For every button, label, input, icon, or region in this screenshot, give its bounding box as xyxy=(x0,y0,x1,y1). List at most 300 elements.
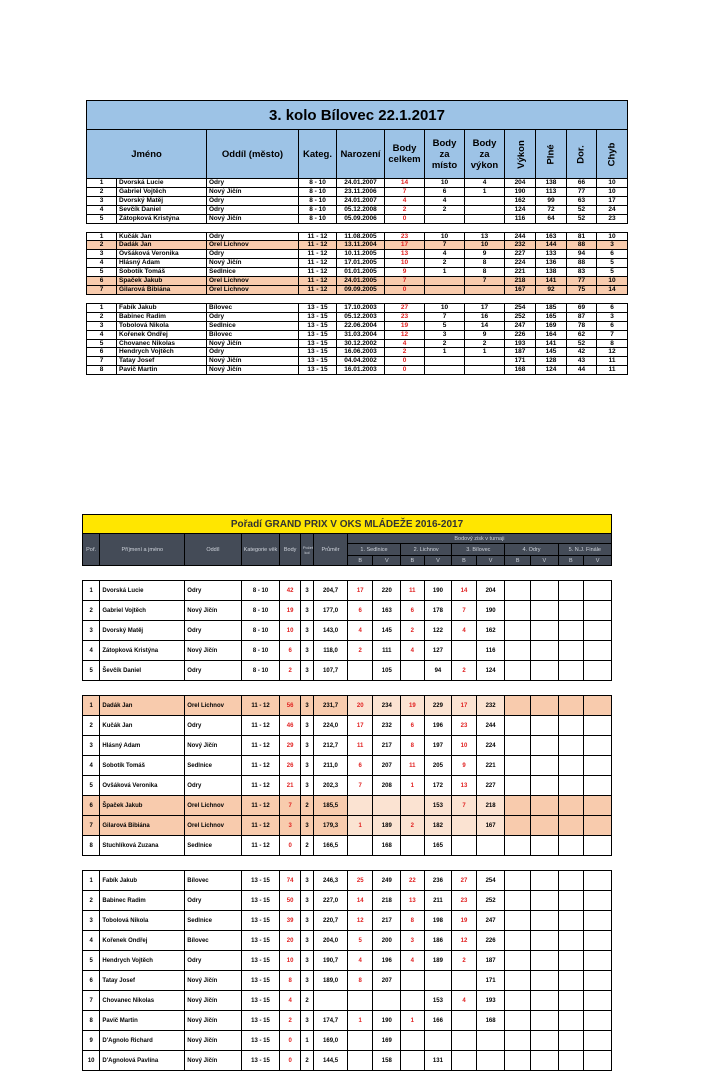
header-miss: Chyb xyxy=(597,130,628,179)
cell-miss: 6 xyxy=(597,321,628,330)
cell-points-total: 2 xyxy=(385,205,425,214)
cell-club: Odry xyxy=(207,232,299,241)
cell-round-perf xyxy=(530,621,558,641)
cell-round-perf xyxy=(584,816,612,836)
header-birth: Narození xyxy=(337,130,385,179)
cell-round-perf: 217 xyxy=(373,911,401,931)
header-clear: Dor. xyxy=(567,130,597,179)
cell-full: 138 xyxy=(536,268,567,277)
cell-round-points: 4 xyxy=(401,641,425,661)
cell-rounds: 3 xyxy=(300,776,313,796)
cell-round-points: 4 xyxy=(347,951,373,971)
cell-round-perf: 232 xyxy=(476,696,505,716)
cell-club: Odry xyxy=(185,581,241,601)
cell-round-points: 4 xyxy=(452,621,477,641)
cell-clear: 43 xyxy=(567,357,597,366)
cell-category: 11 - 12 xyxy=(299,285,337,294)
cell-category: 11 - 12 xyxy=(299,232,337,241)
cell-points-total: 9 xyxy=(385,268,425,277)
cell-points-total: 13 xyxy=(385,250,425,259)
cell-round-points xyxy=(347,1031,373,1051)
cell-position: 7 xyxy=(87,285,117,294)
cell-miss: 23 xyxy=(597,214,628,223)
cell-position: 2 xyxy=(87,312,117,321)
gp-header-r2: 2. Lichnov xyxy=(401,544,452,556)
cell-round-perf xyxy=(530,991,558,1011)
cell-name: Ovšáková Veronika xyxy=(117,250,207,259)
cell-position: 2 xyxy=(87,241,117,250)
cell-name: Gilarová Bibiána xyxy=(117,285,207,294)
cell-points-place: 7 xyxy=(425,241,465,250)
cell-round-perf xyxy=(584,991,612,1011)
cell-round-perf: 229 xyxy=(424,696,452,716)
cell-round-points: 8 xyxy=(401,911,425,931)
cell-position: 5 xyxy=(87,214,117,223)
cell-club: Bílovec xyxy=(185,931,241,951)
cell-full: 144 xyxy=(536,241,567,250)
cell-points-place xyxy=(425,214,465,223)
cell-round-perf xyxy=(530,931,558,951)
cell-points: 7 xyxy=(280,796,300,816)
cell-points-place: 10 xyxy=(425,179,465,188)
gp-header-b: B xyxy=(347,556,373,566)
cell-round-perf xyxy=(584,716,612,736)
cell-round-points xyxy=(558,776,584,796)
cell-perf: 252 xyxy=(505,312,536,321)
cell-round-points xyxy=(505,796,531,816)
cell-round-points: 17 xyxy=(347,581,373,601)
cell-rounds: 2 xyxy=(300,836,313,856)
cell-round-perf: 221 xyxy=(476,756,505,776)
cell-round-perf xyxy=(584,696,612,716)
cell-points-perf: 13 xyxy=(465,232,505,241)
cell-round-perf xyxy=(424,1031,452,1051)
cell-round-points: 23 xyxy=(452,716,477,736)
cell-points-place: 1 xyxy=(425,268,465,277)
cell-full: 145 xyxy=(536,348,567,357)
cell-round-points xyxy=(347,991,373,1011)
cell-round-points: 2 xyxy=(347,641,373,661)
cell-points-perf: 16 xyxy=(465,312,505,321)
cell-round-points xyxy=(558,991,584,1011)
cell-category: 13 - 15 xyxy=(241,931,280,951)
cell-position: 8 xyxy=(83,1011,100,1031)
table-row xyxy=(87,339,628,348)
cell-name: Hendrych Vojtěch xyxy=(100,951,185,971)
gp-header-points: Body xyxy=(280,534,300,566)
cell-name: Pavič Martin xyxy=(100,1011,185,1031)
cell-position: 3 xyxy=(83,911,100,931)
cell-full: 163 xyxy=(536,232,567,241)
cell-average: 204,7 xyxy=(314,581,348,601)
cell-round-perf: 208 xyxy=(373,776,401,796)
cell-points-place: 4 xyxy=(425,250,465,259)
cell-position: 4 xyxy=(83,641,100,661)
cell-clear: 94 xyxy=(567,250,597,259)
cell-round-points: 23 xyxy=(452,891,477,911)
cell-points: 0 xyxy=(280,836,300,856)
cell-club: Odry xyxy=(207,348,299,357)
cell-points-perf: 7 xyxy=(465,277,505,286)
cell-points-total: 0 xyxy=(385,214,425,223)
round-results-table xyxy=(86,100,628,375)
cell-name: Babinec Radim xyxy=(117,312,207,321)
cell-points-total: 0 xyxy=(385,366,425,375)
header-full: Plné xyxy=(536,130,567,179)
cell-name: Špaček Jakub xyxy=(117,277,207,286)
cell-clear: 44 xyxy=(567,366,597,375)
cell-round-perf: 190 xyxy=(476,601,505,621)
cell-round-points xyxy=(558,796,584,816)
cell-round-points xyxy=(452,641,477,661)
cell-round-points xyxy=(505,931,531,951)
group-spacer xyxy=(87,294,628,303)
cell-name: Dvorský Matěj xyxy=(117,196,207,205)
cell-miss: 5 xyxy=(597,259,628,268)
cell-rounds: 2 xyxy=(300,991,313,1011)
cell-points-total: 7 xyxy=(385,277,425,286)
cell-clear: 52 xyxy=(567,339,597,348)
cell-category: 8 - 10 xyxy=(241,661,280,681)
cell-round-points xyxy=(505,891,531,911)
cell-category: 8 - 10 xyxy=(299,187,337,196)
cell-club: Odry xyxy=(207,250,299,259)
table-row xyxy=(83,736,612,756)
cell-miss: 11 xyxy=(597,357,628,366)
cell-round-perf: 218 xyxy=(373,891,401,911)
cell-round-perf: 247 xyxy=(476,911,505,931)
cell-perf: 244 xyxy=(505,232,536,241)
cell-club: Odry xyxy=(207,312,299,321)
cell-round-perf: 172 xyxy=(424,776,452,796)
cell-average: 174,7 xyxy=(314,1011,348,1031)
cell-full: 138 xyxy=(536,179,567,188)
cell-points: 0 xyxy=(280,1051,300,1071)
cell-round-points xyxy=(558,581,584,601)
cell-name: Dadák Jan xyxy=(100,696,185,716)
cell-category: 13 - 15 xyxy=(299,339,337,348)
cell-birth: 01.01.2005 xyxy=(337,268,385,277)
cell-round-perf: 145 xyxy=(373,621,401,641)
cell-round-perf: 254 xyxy=(476,871,505,891)
cell-round-perf xyxy=(584,971,612,991)
cell-full: 136 xyxy=(536,259,567,268)
cell-points: 39 xyxy=(280,911,300,931)
cell-round-points: 1 xyxy=(401,1011,425,1031)
cell-club: Odry xyxy=(207,179,299,188)
cell-points-perf: 9 xyxy=(465,250,505,259)
table-row xyxy=(83,696,612,716)
cell-points-perf: 14 xyxy=(465,321,505,330)
gp-header-v: V xyxy=(373,556,401,566)
cell-miss: 10 xyxy=(597,187,628,196)
cell-position: 4 xyxy=(87,259,117,268)
cell-position: 6 xyxy=(87,348,117,357)
cell-round-perf xyxy=(530,776,558,796)
cell-round-perf: 168 xyxy=(373,836,401,856)
cell-position: 8 xyxy=(87,366,117,375)
cell-category: 11 - 12 xyxy=(241,776,280,796)
cell-round-points xyxy=(505,601,531,621)
cell-round-perf: 211 xyxy=(424,891,452,911)
cell-round-perf: 94 xyxy=(424,661,452,681)
cell-round-points xyxy=(505,951,531,971)
cell-position: 5 xyxy=(83,776,100,796)
cell-average: 204,0 xyxy=(314,931,348,951)
cell-round-perf: 224 xyxy=(476,736,505,756)
cell-round-points xyxy=(452,1031,477,1051)
cell-perf: 190 xyxy=(505,187,536,196)
cell-club: Odry xyxy=(185,776,241,796)
table-row xyxy=(83,1031,612,1051)
cell-round-points xyxy=(401,1031,425,1051)
cell-category: 11 - 12 xyxy=(241,796,280,816)
cell-round-perf: 116 xyxy=(476,641,505,661)
cell-rounds: 3 xyxy=(300,621,313,641)
cell-clear: 52 xyxy=(567,214,597,223)
cell-round-perf: 232 xyxy=(373,716,401,736)
cell-full: 72 xyxy=(536,205,567,214)
cell-round-points: 1 xyxy=(401,776,425,796)
cell-perf: 124 xyxy=(505,205,536,214)
cell-club: Odry xyxy=(207,205,299,214)
table-row xyxy=(83,621,612,641)
table-row xyxy=(87,196,628,205)
cell-category: 13 - 15 xyxy=(241,971,280,991)
cell-category: 11 - 12 xyxy=(241,756,280,776)
cell-points: 46 xyxy=(280,716,300,736)
cell-category: 8 - 10 xyxy=(241,601,280,621)
cell-round-perf xyxy=(530,1031,558,1051)
cell-points-perf xyxy=(465,196,505,205)
table-row xyxy=(87,214,628,223)
cell-club: Odry xyxy=(185,951,241,971)
cell-club: Sedlnice xyxy=(185,756,241,776)
cell-category: 13 - 15 xyxy=(299,357,337,366)
cell-club: Sedlnice xyxy=(185,911,241,931)
cell-average: 143,0 xyxy=(314,621,348,641)
cell-position: 5 xyxy=(83,661,100,681)
cell-perf: 193 xyxy=(505,339,536,348)
cell-clear: 88 xyxy=(567,259,597,268)
cell-birth: 05.09.2006 xyxy=(337,214,385,223)
cell-name: Babinec Radim xyxy=(100,891,185,911)
cell-round-perf xyxy=(584,1051,612,1071)
cell-birth: 11.08.2005 xyxy=(337,232,385,241)
cell-name: Dvorská Lucie xyxy=(117,179,207,188)
cell-name: Tatay Josef xyxy=(100,971,185,991)
cell-round-perf xyxy=(584,581,612,601)
cell-points: 2 xyxy=(280,661,300,681)
cell-round-points: 4 xyxy=(452,991,477,1011)
table-row xyxy=(87,357,628,366)
cell-perf: 168 xyxy=(505,366,536,375)
cell-round-points xyxy=(347,796,373,816)
cell-round-perf: 186 xyxy=(424,931,452,951)
table-row xyxy=(87,187,628,196)
cell-club: Nový Jičín xyxy=(185,1051,241,1071)
gp-header-club: Oddíl xyxy=(185,534,241,566)
cell-category: 13 - 15 xyxy=(299,330,337,339)
cell-round-perf xyxy=(530,796,558,816)
cell-clear: 42 xyxy=(567,348,597,357)
cell-round-points xyxy=(401,836,425,856)
cell-round-points xyxy=(558,836,584,856)
cell-average: 246,3 xyxy=(314,871,348,891)
cell-category: 11 - 12 xyxy=(241,836,280,856)
cell-round-perf: 196 xyxy=(373,951,401,971)
cell-club: Sedlnice xyxy=(207,268,299,277)
cell-round-perf: 182 xyxy=(424,816,452,836)
cell-points-place xyxy=(425,277,465,286)
cell-average: 144,5 xyxy=(314,1051,348,1071)
cell-points-total: 27 xyxy=(385,303,425,312)
cell-round-points: 14 xyxy=(452,581,477,601)
cell-round-points: 4 xyxy=(401,951,425,971)
cell-round-points xyxy=(558,641,584,661)
cell-round-perf xyxy=(584,1031,612,1051)
cell-position: 2 xyxy=(83,716,100,736)
cell-clear: 75 xyxy=(567,285,597,294)
cell-average: 212,7 xyxy=(314,736,348,756)
cell-round-perf: 122 xyxy=(424,621,452,641)
table-row xyxy=(83,776,612,796)
cell-round-perf: 196 xyxy=(424,716,452,736)
cell-name: Gabriel Vojtěch xyxy=(117,187,207,196)
cell-points-place: 5 xyxy=(425,321,465,330)
cell-club: Nový Jičín xyxy=(207,187,299,196)
cell-round-points xyxy=(558,971,584,991)
cell-name: Hendrych Vojtěch xyxy=(117,348,207,357)
cell-position: 4 xyxy=(83,931,100,951)
cell-round-points: 17 xyxy=(452,696,477,716)
gp-header-r5: 5. N.J. Finále xyxy=(558,544,611,556)
cell-round-points: 4 xyxy=(347,621,373,641)
cell-rounds: 3 xyxy=(300,736,313,756)
cell-round-perf xyxy=(584,776,612,796)
cell-category: 11 - 12 xyxy=(299,268,337,277)
cell-rounds: 3 xyxy=(300,911,313,931)
cell-birth: 05.12.2008 xyxy=(337,205,385,214)
cell-club: Sedlnice xyxy=(207,321,299,330)
cell-points-perf: 1 xyxy=(465,348,505,357)
cell-points: 20 xyxy=(280,931,300,951)
cell-round-perf xyxy=(530,971,558,991)
cell-round-perf: 165 xyxy=(424,836,452,856)
cell-round-perf xyxy=(530,1011,558,1031)
cell-round-points xyxy=(505,641,531,661)
cell-round-points xyxy=(558,756,584,776)
cell-round-points xyxy=(505,1011,531,1031)
cell-round-points xyxy=(505,991,531,1011)
cell-club: Nový Jičín xyxy=(207,339,299,348)
cell-name: Fabík Jakub xyxy=(100,871,185,891)
cell-full: 124 xyxy=(536,366,567,375)
table-row xyxy=(83,716,612,736)
cell-round-points xyxy=(505,621,531,641)
cell-round-points xyxy=(401,991,425,1011)
cell-round-points: 11 xyxy=(401,581,425,601)
cell-round-points xyxy=(452,1051,477,1071)
table-row xyxy=(83,581,612,601)
cell-round-perf xyxy=(530,871,558,891)
cell-round-points xyxy=(452,1011,477,1031)
cell-position: 3 xyxy=(83,621,100,641)
cell-birth: 10.11.2005 xyxy=(337,250,385,259)
cell-clear: 78 xyxy=(567,321,597,330)
cell-round-perf xyxy=(373,991,401,1011)
table-row xyxy=(83,931,612,951)
cell-round-points: 1 xyxy=(347,1011,373,1031)
table-row xyxy=(87,232,628,241)
cell-perf: 162 xyxy=(505,196,536,205)
cell-miss: 24 xyxy=(597,205,628,214)
cell-points-total: 2 xyxy=(385,348,425,357)
cell-round-points: 5 xyxy=(347,931,373,951)
cell-full: 185 xyxy=(536,303,567,312)
cell-points-total: 7 xyxy=(385,187,425,196)
cell-points-perf: 8 xyxy=(465,259,505,268)
cell-perf: 221 xyxy=(505,268,536,277)
cell-name: Dvorská Lucie xyxy=(100,581,185,601)
cell-name: Stuchlíková Zuzana xyxy=(100,836,185,856)
cell-average: 190,7 xyxy=(314,951,348,971)
cell-clear: 77 xyxy=(567,187,597,196)
cell-average: 177,0 xyxy=(314,601,348,621)
cell-round-points: 13 xyxy=(452,776,477,796)
cell-round-points xyxy=(505,696,531,716)
cell-rounds: 3 xyxy=(300,931,313,951)
cell-round-perf xyxy=(530,1051,558,1071)
table-row xyxy=(87,241,628,250)
table-row xyxy=(87,250,628,259)
cell-position: 2 xyxy=(83,601,100,621)
cell-position: 3 xyxy=(83,736,100,756)
cell-category: 8 - 10 xyxy=(299,179,337,188)
cell-points-total: 17 xyxy=(385,241,425,250)
cell-position: 6 xyxy=(83,971,100,991)
cell-name: Pavič Martin xyxy=(117,366,207,375)
cell-round-perf xyxy=(530,951,558,971)
cell-round-points xyxy=(558,621,584,641)
cell-club: Bílovec xyxy=(207,303,299,312)
cell-full: 169 xyxy=(536,321,567,330)
cell-club: Orel Lichnov xyxy=(185,816,241,836)
gp-header-b: B xyxy=(505,556,531,566)
cell-points-place: 2 xyxy=(425,259,465,268)
cell-round-points xyxy=(558,951,584,971)
cell-average: 227,0 xyxy=(314,891,348,911)
cell-birth: 09.09.2005 xyxy=(337,285,385,294)
cell-round-perf: 166 xyxy=(424,1011,452,1031)
cell-name: Gabriel Vojtěch xyxy=(100,601,185,621)
cell-points: 3 xyxy=(280,816,300,836)
cell-position: 2 xyxy=(87,187,117,196)
cell-category: 8 - 10 xyxy=(299,196,337,205)
gp-header-name: Příjmení a jméno xyxy=(100,534,185,566)
cell-club: Orel Lichnov xyxy=(185,796,241,816)
gp-header-rounds-group: Bodový zisk v turnaji xyxy=(347,534,611,544)
cell-round-perf xyxy=(530,836,558,856)
cell-round-perf: 249 xyxy=(373,871,401,891)
cell-round-points xyxy=(558,1051,584,1071)
gp-header-r1: 1. Sedlnice xyxy=(347,544,400,556)
cell-perf: 187 xyxy=(505,348,536,357)
cell-round-perf xyxy=(584,891,612,911)
cell-round-points xyxy=(505,871,531,891)
cell-club: Nový Jičín xyxy=(185,1011,241,1031)
cell-name: Kořenek Ondřej xyxy=(100,931,185,951)
